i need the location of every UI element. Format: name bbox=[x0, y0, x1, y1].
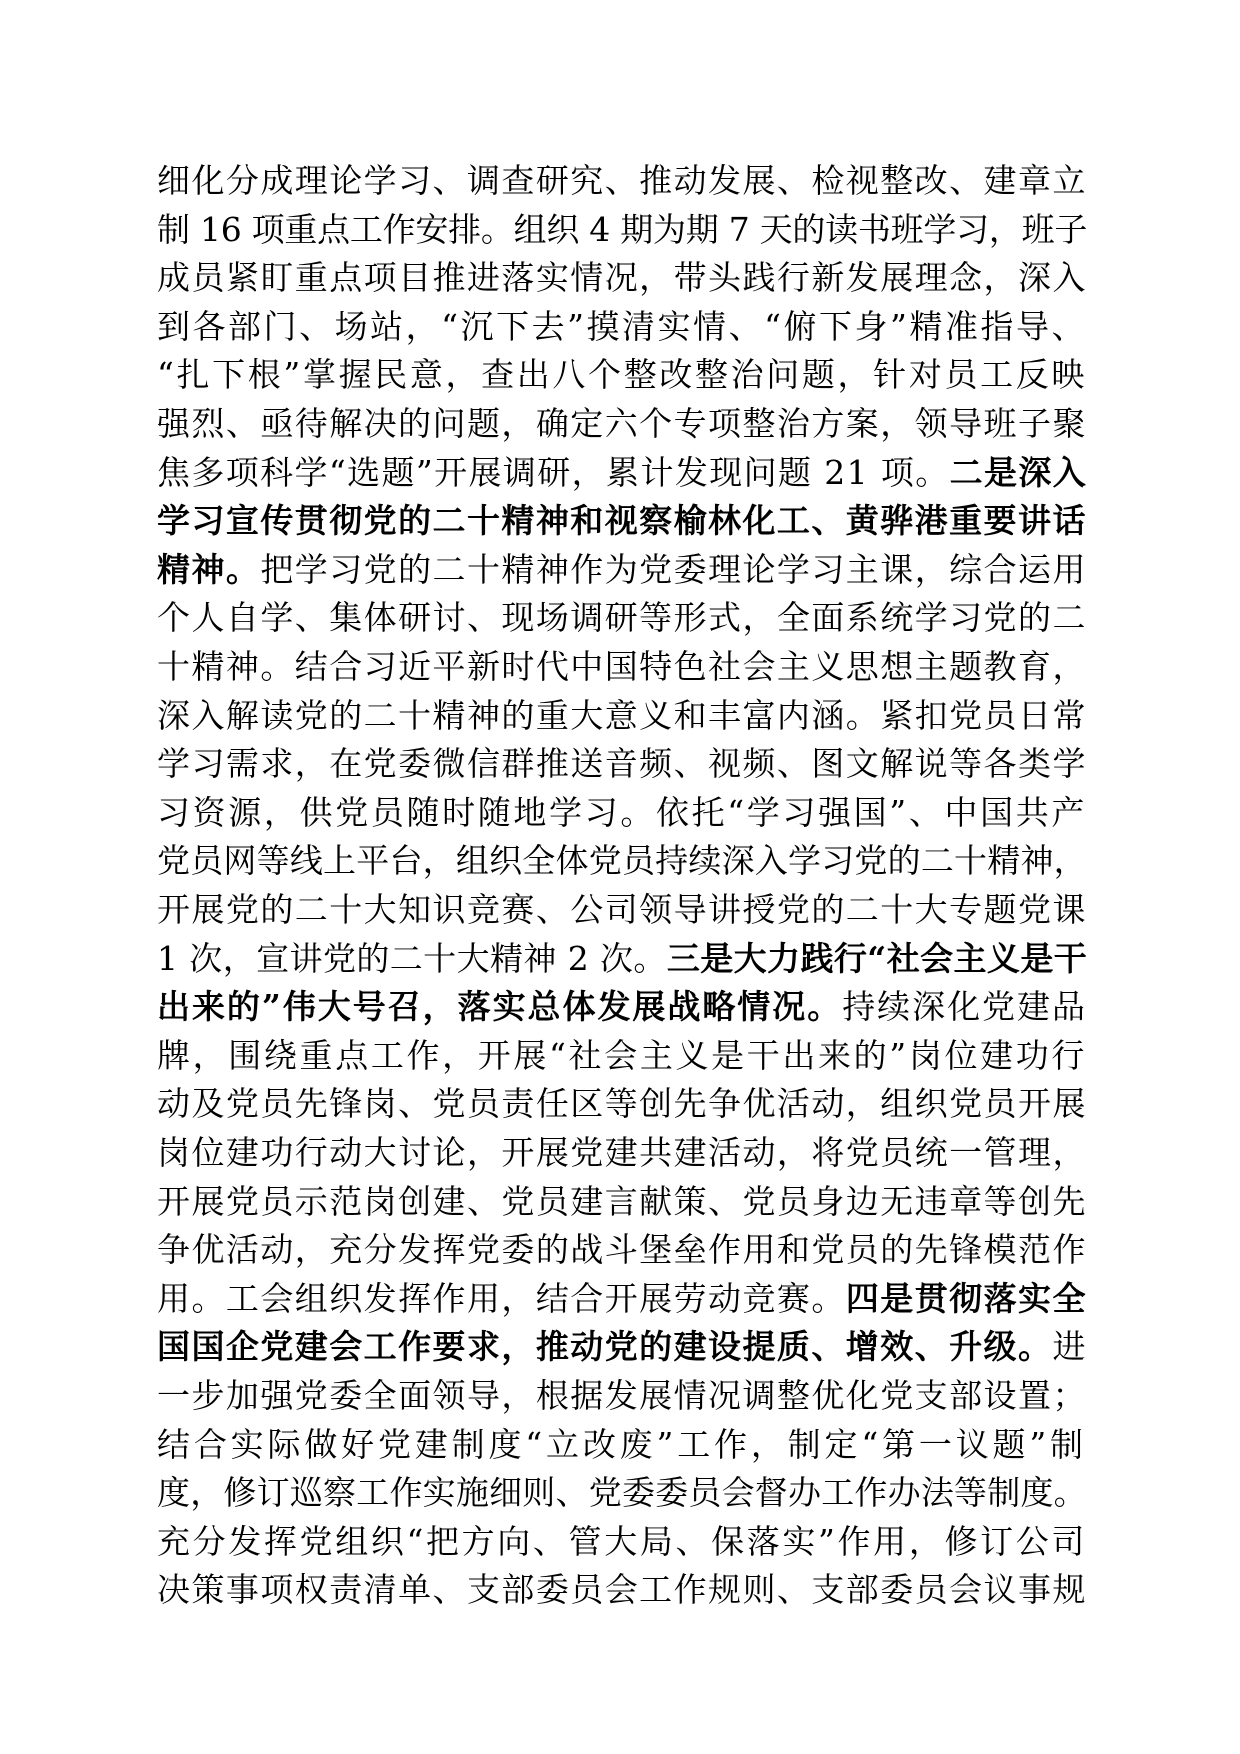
text-line bbox=[157, 788, 1087, 838]
text-line bbox=[157, 1177, 1087, 1227]
body-text: 学习需求，在党委微信群推送音频、视频、图文解说等各类学 bbox=[157, 744, 1087, 784]
text-line bbox=[157, 1468, 1087, 1518]
text-line bbox=[157, 205, 1087, 255]
text-line bbox=[157, 399, 1087, 449]
text-line bbox=[157, 642, 1087, 692]
text-line bbox=[157, 1322, 1087, 1372]
text-line bbox=[157, 350, 1087, 400]
text-line bbox=[157, 253, 1087, 303]
body-text: 个人自学、集体研讨、现场调研等形式，全面系统学习党的二 bbox=[157, 598, 1087, 638]
body-text: 把学习党的二十精神作为党委理论学习主课，综合运用 bbox=[260, 549, 1087, 589]
body-text: 牌，围绕重点工作，开展“社会主义是干出来的”岗位建功行 bbox=[157, 1035, 1088, 1075]
text-line bbox=[157, 1565, 1087, 1615]
text-line bbox=[157, 1079, 1087, 1129]
body-text: 制 16 项重点工作安排。组织 4 期为期 7 天的读书班学习，班子 bbox=[157, 209, 1088, 249]
text-line bbox=[157, 545, 1087, 595]
text-line bbox=[157, 836, 1087, 886]
body-text: 开展党员示范岗创建、党员建言献策、党员身边无违章等创先 bbox=[157, 1181, 1087, 1221]
text-line bbox=[157, 156, 1087, 206]
body-text: 充分发挥党组织“把方向、管大局、保落实”作用，修订公司 bbox=[157, 1521, 1088, 1561]
text-line bbox=[157, 1031, 1087, 1081]
body-text: 习资源，供党员随时随地学习。依托“学习强国”、中国共产 bbox=[157, 792, 1088, 832]
bold-heading-text: 四是贯彻落实全 bbox=[845, 1278, 1087, 1318]
body-text: 开展党的二十大知识竞赛、公司领导讲授党的二十大专题党课 bbox=[157, 890, 1087, 929]
body-text: 用。工会组织发挥作用，结合开展劳动竞赛。 bbox=[157, 1278, 846, 1318]
body-text: 强烈、亟待解决的问题，确定六个专项整治方案，领导班子聚 bbox=[157, 404, 1087, 443]
body-text: 深入解读党的二十精神的重大意义和丰富内涵。紧扣党员日常 bbox=[157, 695, 1087, 735]
body-text: “扎下根”掌握民意，查出八个整改整治问题，针对员工反映 bbox=[157, 355, 1088, 395]
body-text: 党员网等线上平台，组织全体党员持续深入学习党的二十精神， bbox=[157, 841, 1087, 881]
text-line bbox=[157, 448, 1087, 498]
body-text: 到各部门、场站，“沉下去”摸清实情、“俯下身”精准指导、 bbox=[157, 306, 1088, 346]
text-line bbox=[157, 1274, 1087, 1324]
text-line bbox=[157, 302, 1087, 352]
text-line bbox=[157, 885, 1087, 935]
bold-heading-text: 二是深入 bbox=[949, 452, 1088, 492]
text-line bbox=[157, 593, 1087, 643]
body-text: 成员紧盯重点项目推进落实情况，带头践行新发展理念，深入 bbox=[157, 258, 1087, 298]
body-text: 结合实际做好党建制度“立改废”工作，制定“第一议题”制 bbox=[157, 1424, 1087, 1464]
body-text: 持续深化党建品 bbox=[842, 987, 1087, 1027]
body-text: 细化分成理论学习、调查研究、推动发展、检视整改、建章立 bbox=[157, 161, 1087, 200]
body-text: 争优活动，充分发挥党委的战斗堡垒作用和党员的先锋模范作 bbox=[157, 1230, 1087, 1270]
text-line bbox=[157, 1420, 1087, 1470]
text-line bbox=[157, 982, 1087, 1032]
bold-heading-text: 精神。 bbox=[157, 549, 261, 589]
text-line bbox=[157, 691, 1087, 741]
text-line bbox=[157, 1517, 1087, 1567]
text-line bbox=[157, 934, 1087, 984]
body-text: 一步加强党委全面领导，根据发展情况调整优化党支部设置； bbox=[157, 1376, 1087, 1415]
text-line bbox=[157, 739, 1087, 789]
text-line bbox=[157, 1225, 1087, 1275]
bold-heading-text: 国国企党建会工作要求，推动党的建设提质、增效、升级。 bbox=[157, 1327, 1053, 1367]
text-line bbox=[157, 1128, 1087, 1178]
body-text: 决策事项权责清单、支部委员会工作规则、支部委员会议事规 bbox=[157, 1570, 1087, 1610]
bold-heading-text: 学习宣传贯彻党的二十精神和视察榆林化工、黄骅港重要讲话 bbox=[157, 501, 1087, 541]
body-text: 度，修订巡察工作实施细则、党委委员会督办工作办法等制度。 bbox=[157, 1473, 1087, 1513]
text-line bbox=[157, 496, 1087, 546]
bold-heading-text: 三是大力践行“社会主义是干 bbox=[666, 938, 1088, 978]
body-text: 动及党员先锋岗、党员责任区等创先争优活动，组织党员开展 bbox=[157, 1084, 1087, 1124]
body-text: 岗位建功行动大讨论，开展党建共建活动，将党员统一管理， bbox=[157, 1133, 1087, 1172]
body-text: 进 bbox=[1052, 1327, 1087, 1367]
body-text: 十精神。结合习近平新时代中国特色社会主义思想主题教育， bbox=[157, 647, 1087, 686]
body-text: 1 次，宣讲党的二十大精神 2 次。 bbox=[157, 938, 667, 978]
body-text: 焦多项科学“选题”开展调研，累计发现问题 21 项。 bbox=[157, 452, 950, 492]
bold-heading-text: 出来的”伟大号召，落实总体发展战略情况。 bbox=[157, 987, 843, 1027]
text-line bbox=[157, 1371, 1087, 1421]
